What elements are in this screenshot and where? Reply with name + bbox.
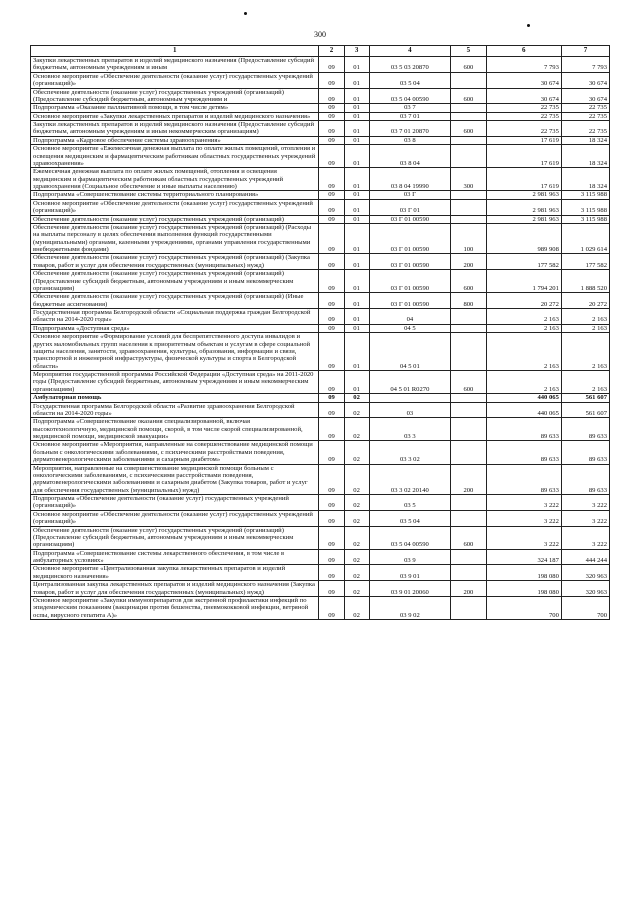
cell-name: Подпрограмма «Совершенствование системы лекарственного обеспечения, в том числе в амбулаторных условиях» <box>31 549 319 565</box>
scan-speck <box>527 24 530 27</box>
table-row <box>31 565 610 581</box>
cell-target-article <box>369 394 451 402</box>
cell-amount-year-1: 177 582 <box>486 254 561 270</box>
cell-section: 09 <box>319 254 344 270</box>
table-row <box>31 324 610 332</box>
cell-amount-year-2: 22 735 <box>561 121 609 137</box>
cell-expense-type: 100 <box>451 223 487 254</box>
cell-name: Основное мероприятие «Закупки лекарственных препаратов и изделий медицинского назначения» <box>31 112 319 120</box>
cell-subsection: 02 <box>344 464 369 495</box>
cell-name: Обеспечение деятельности (оказание услуг) государственных учреждений (организаций) <box>31 215 319 223</box>
cell-subsection: 01 <box>344 270 369 293</box>
cell-target-article: 03 5 04 <box>369 510 451 526</box>
table-row <box>31 121 610 137</box>
column-header: 4 <box>369 46 451 57</box>
cell-expense-type: 600 <box>451 88 487 104</box>
cell-subsection: 01 <box>344 309 369 325</box>
cell-target-article: 04 5 01 <box>369 333 451 371</box>
cell-section: 09 <box>319 565 344 581</box>
cell-section: 09 <box>319 510 344 526</box>
cell-target-article: 03 8 <box>369 136 451 144</box>
cell-amount-year-2: 89 633 <box>561 418 609 441</box>
table-row <box>31 223 610 254</box>
cell-section: 09 <box>319 581 344 597</box>
cell-subsection: 01 <box>344 136 369 144</box>
cell-amount-year-2: 18 324 <box>561 145 609 168</box>
column-header: 7 <box>561 46 609 57</box>
cell-section: 09 <box>319 88 344 104</box>
cell-expense-type <box>451 104 487 112</box>
cell-section: 09 <box>319 596 344 619</box>
cell-name: Ежемесячная денежная выплата по оплате жилых помещений, отопления и освещения медицинским и фармацевтическим работникам областных государственных учреждений здравоохранения (Социальное обеспечение и иные выплаты населению) <box>31 168 319 191</box>
cell-amount-year-1: 2 163 <box>486 309 561 325</box>
cell-section: 09 <box>319 402 344 418</box>
page-number: 300 <box>314 30 326 39</box>
cell-subsection: 02 <box>344 596 369 619</box>
cell-name: Подпрограмма «Кадровое обеспечение системы здравоохранения» <box>31 136 319 144</box>
table-row <box>31 72 610 88</box>
cell-expense-type: 600 <box>451 371 487 394</box>
cell-target-article: 03 5 <box>369 495 451 511</box>
cell-section: 09 <box>319 145 344 168</box>
table-row <box>31 510 610 526</box>
cell-amount-year-1: 324 187 <box>486 549 561 565</box>
table-row <box>31 526 610 549</box>
table-row <box>31 596 610 619</box>
table-row <box>31 88 610 104</box>
cell-expense-type: 800 <box>451 293 487 309</box>
cell-target-article: 03 5 04 <box>369 72 451 88</box>
cell-subsection: 02 <box>344 394 369 402</box>
cell-subsection: 02 <box>344 565 369 581</box>
cell-subsection: 01 <box>344 199 369 215</box>
budget-table <box>30 45 610 620</box>
cell-section: 09 <box>319 495 344 511</box>
table-body <box>31 57 610 620</box>
cell-name: Мероприятия, направленные на совершенствование медицинской помощи больным с онкологическими заболеваниями, с психическими расстройствами поведения, дерматовенерологическими заболеваниями и сахарным диабетом (Закупка товаров, работ и услуг для обеспечения государственных (муниципальных) нужд) <box>31 464 319 495</box>
table-row <box>31 581 610 597</box>
scan-speck <box>244 12 247 15</box>
cell-target-article: 03 7 <box>369 104 451 112</box>
cell-target-article: 03 5 04 00590 <box>369 88 451 104</box>
table-row <box>31 112 610 120</box>
cell-target-article: 03 7 01 20870 <box>369 121 451 137</box>
cell-target-article: 03 7 01 <box>369 112 451 120</box>
cell-name: Закупки лекарственных препаратов и изделий медицинского назначения (Предоставление субсидий бюджетным, автономным учреждениям и иным некоммерческим организациям) <box>31 121 319 137</box>
cell-expense-type <box>451 324 487 332</box>
cell-subsection: 01 <box>344 168 369 191</box>
cell-target-article: 03 <box>369 402 451 418</box>
cell-amount-year-1: 22 735 <box>486 121 561 137</box>
cell-name: Мероприятия государственной программы Российской Федерации «Доступная среда» на 2011-2020 годы (Предоставление субсидий бюджетным, автономным учреждениям и иным некоммерческим организациям) <box>31 371 319 394</box>
cell-amount-year-2: 561 607 <box>561 394 609 402</box>
cell-expense-type: 200 <box>451 464 487 495</box>
cell-amount-year-1: 89 633 <box>486 464 561 495</box>
cell-expense-type <box>451 145 487 168</box>
cell-amount-year-1: 2 163 <box>486 371 561 394</box>
cell-amount-year-2: 700 <box>561 596 609 619</box>
cell-expense-type <box>451 136 487 144</box>
cell-expense-type: 600 <box>451 57 487 73</box>
cell-target-article: 04 5 01 R0270 <box>369 371 451 394</box>
cell-target-article: 03 3 02 20140 <box>369 464 451 495</box>
table-row <box>31 293 610 309</box>
cell-target-article: 03 Г 01 00590 <box>369 215 451 223</box>
cell-amount-year-1: 3 222 <box>486 526 561 549</box>
table-row <box>31 270 610 293</box>
cell-name: Обеспечение деятельности (оказание услуг) государственных учреждений (организаций) (Расходы на выплаты персоналу в целях обеспечения выполнения функций государственными (муниципальными) органами, казенными учреждениями, органами управления государственными внебюджетными фондами) <box>31 223 319 254</box>
table-row <box>31 333 610 371</box>
cell-name: Обеспечение деятельности (оказание услуг) государственных учреждений (организаций) (Предоставление субсидий бюджетным, автономным учреждениям и иным некоммерческим организациям) <box>31 270 319 293</box>
cell-subsection: 02 <box>344 526 369 549</box>
cell-expense-type <box>451 441 487 464</box>
cell-expense-type <box>451 112 487 120</box>
cell-expense-type <box>451 402 487 418</box>
table-row <box>31 464 610 495</box>
cell-amount-year-2: 22 735 <box>561 104 609 112</box>
cell-name: Обеспечение деятельности (оказание услуг) государственных учреждений (организаций) (Предоставление субсидий бюджетным, автономным учреждениям и <box>31 88 319 104</box>
cell-subsection: 01 <box>344 145 369 168</box>
cell-section: 09 <box>319 57 344 73</box>
cell-expense-type: 300 <box>451 168 487 191</box>
column-header: 2 <box>319 46 344 57</box>
cell-expense-type: 600 <box>451 526 487 549</box>
cell-section: 09 <box>319 464 344 495</box>
cell-expense-type: 600 <box>451 270 487 293</box>
cell-name: Подпрограмма «Совершенствование оказания специализированной, включая высокотехнологичную, медицинской помощи, скорой, в том числе скорой специализированной, медицинской помощи, медицинской эвакуации» <box>31 418 319 441</box>
cell-subsection: 01 <box>344 57 369 73</box>
cell-expense-type <box>451 215 487 223</box>
cell-expense-type <box>451 549 487 565</box>
cell-target-article: 03 Г <box>369 191 451 199</box>
cell-target-article: 03 Г 01 00590 <box>369 270 451 293</box>
cell-subsection: 01 <box>344 293 369 309</box>
cell-expense-type: 600 <box>451 121 487 137</box>
cell-amount-year-2: 320 963 <box>561 565 609 581</box>
cell-expense-type <box>451 309 487 325</box>
cell-amount-year-1: 22 735 <box>486 112 561 120</box>
cell-subsection: 01 <box>344 223 369 254</box>
column-header: 5 <box>451 46 487 57</box>
cell-amount-year-1: 17 619 <box>486 145 561 168</box>
cell-amount-year-2: 89 633 <box>561 441 609 464</box>
cell-amount-year-1: 2 981 963 <box>486 199 561 215</box>
cell-name: Централизованная закупка лекарственных препаратов и изделий медицинского назначения (Закупка товаров, работ и услуг для обеспечения государственных (муниципальных) нужд) <box>31 581 319 597</box>
cell-target-article: 03 8 04 <box>369 145 451 168</box>
cell-target-article: 03 8 04 19990 <box>369 168 451 191</box>
cell-amount-year-1: 1 794 201 <box>486 270 561 293</box>
table-row <box>31 394 610 402</box>
cell-section: 09 <box>319 418 344 441</box>
cell-amount-year-2: 3 222 <box>561 510 609 526</box>
cell-subsection: 02 <box>344 402 369 418</box>
cell-name: Основное мероприятие «Закупки иммунопрепаратов для экстренной профилактики инфекций по эпидемическим показаниям (вакцинация против бешенства, пневмококковой инфекции, ветряной оспы, вирусного гепатита А)» <box>31 596 319 619</box>
cell-name: Подпрограмма «Оказание паллиативной помощи, в том числе детям» <box>31 104 319 112</box>
cell-amount-year-1: 2 981 963 <box>486 215 561 223</box>
cell-target-article: 03 Г 01 00590 <box>369 223 451 254</box>
cell-name: Основное мероприятие «Обеспечение деятельности (оказание услуг) государственных учреждений (организаций)» <box>31 510 319 526</box>
cell-amount-year-2: 22 735 <box>561 112 609 120</box>
column-header: 1 <box>31 46 319 57</box>
cell-target-article: 04 5 <box>369 324 451 332</box>
cell-subsection: 02 <box>344 418 369 441</box>
cell-section: 09 <box>319 526 344 549</box>
cell-subsection: 01 <box>344 121 369 137</box>
cell-amount-year-2: 3 222 <box>561 526 609 549</box>
cell-amount-year-2: 1 888 520 <box>561 270 609 293</box>
cell-amount-year-1: 198 080 <box>486 565 561 581</box>
cell-expense-type <box>451 596 487 619</box>
table-row <box>31 441 610 464</box>
cell-amount-year-1: 2 163 <box>486 324 561 332</box>
table-row <box>31 495 610 511</box>
cell-name: Основное мероприятие «Обеспечение деятельности (оказание услуг) государственных учреждений (организаций)» <box>31 72 319 88</box>
cell-target-article: 03 5 04 00590 <box>369 526 451 549</box>
cell-amount-year-2: 561 607 <box>561 402 609 418</box>
cell-amount-year-2: 30 674 <box>561 72 609 88</box>
cell-expense-type <box>451 510 487 526</box>
cell-amount-year-1: 2 981 963 <box>486 191 561 199</box>
cell-amount-year-2: 320 963 <box>561 581 609 597</box>
cell-name: Основное мероприятие «Формирование условий для беспрепятственного доступа инвалидов и других маломобильных групп населения к приоритетным объектам и услугам в сфере социальной защиты населения, занятости, здравоохранения, культуры, образования, информации и связи, транспортной и инженерной инфраструктуры, физической культуры и спорта в Белгородской области» <box>31 333 319 371</box>
cell-amount-year-2: 444 244 <box>561 549 609 565</box>
cell-subsection: 01 <box>344 72 369 88</box>
cell-name: Основное мероприятие «Ежемесячная денежная выплата по оплате жилых помещений, отопления и освещения медицинским и фармацевтическим работникам областных государственных учреждений здравоохранения» <box>31 145 319 168</box>
cell-amount-year-2: 89 633 <box>561 464 609 495</box>
cell-name: Закупки лекарственных препаратов и изделий медицинского назначения (Предоставление субсидий бюджетным, автономным учреждениям и иным <box>31 57 319 73</box>
cell-amount-year-2: 30 674 <box>561 88 609 104</box>
cell-amount-year-2: 2 163 <box>561 371 609 394</box>
cell-target-article: 03 3 02 <box>369 441 451 464</box>
cell-amount-year-1: 700 <box>486 596 561 619</box>
cell-subsection: 01 <box>344 333 369 371</box>
cell-section: 09 <box>319 324 344 332</box>
cell-amount-year-1: 30 674 <box>486 72 561 88</box>
cell-subsection: 01 <box>344 104 369 112</box>
cell-target-article: 03 9 <box>369 549 451 565</box>
cell-subsection: 01 <box>344 324 369 332</box>
table-row <box>31 199 610 215</box>
cell-target-article: 03 Г 01 00590 <box>369 254 451 270</box>
cell-target-article: 03 9 01 <box>369 565 451 581</box>
cell-amount-year-1: 89 633 <box>486 441 561 464</box>
cell-name: Основное мероприятие «Мероприятия, направленные на совершенствование медицинской помощи больным с онкологическими заболеваниями, с психическими расстройствами поведения, дерматовенерологическими заболеваниями и сахарным диабетом» <box>31 441 319 464</box>
cell-amount-year-2: 2 163 <box>561 324 609 332</box>
cell-subsection: 01 <box>344 254 369 270</box>
cell-section: 09 <box>319 121 344 137</box>
cell-subsection: 02 <box>344 510 369 526</box>
cell-name: Подпрограмма «Доступная среда» <box>31 324 319 332</box>
cell-amount-year-2: 2 163 <box>561 309 609 325</box>
cell-section: 09 <box>319 309 344 325</box>
table-header-row <box>31 46 610 57</box>
cell-amount-year-1: 440 065 <box>486 394 561 402</box>
cell-expense-type: 200 <box>451 254 487 270</box>
cell-amount-year-2: 177 582 <box>561 254 609 270</box>
column-header: 6 <box>486 46 561 57</box>
cell-subsection: 01 <box>344 371 369 394</box>
cell-name: Подпрограмма «Совершенствование системы территориального планирования» <box>31 191 319 199</box>
cell-section: 09 <box>319 549 344 565</box>
cell-amount-year-1: 198 080 <box>486 581 561 597</box>
cell-name: Государственная программа Белгородской области «Социальная поддержка граждан Белгородской области на 2014-2020 годы» <box>31 309 319 325</box>
cell-amount-year-2: 3 115 988 <box>561 191 609 199</box>
cell-amount-year-2: 3 115 988 <box>561 215 609 223</box>
cell-section: 09 <box>319 215 344 223</box>
cell-subsection: 01 <box>344 191 369 199</box>
cell-section: 09 <box>319 333 344 371</box>
cell-expense-type <box>451 565 487 581</box>
cell-name: Амбулаторная помощь <box>31 394 319 402</box>
cell-section: 09 <box>319 394 344 402</box>
cell-amount-year-1: 17 619 <box>486 168 561 191</box>
cell-target-article: 03 9 02 <box>369 596 451 619</box>
cell-amount-year-1: 3 222 <box>486 495 561 511</box>
cell-amount-year-2: 7 793 <box>561 57 609 73</box>
cell-amount-year-1: 30 674 <box>486 88 561 104</box>
cell-amount-year-1: 7 793 <box>486 57 561 73</box>
cell-expense-type <box>451 495 487 511</box>
cell-section: 09 <box>319 293 344 309</box>
cell-subsection: 02 <box>344 549 369 565</box>
cell-subsection: 02 <box>344 495 369 511</box>
table-row <box>31 418 610 441</box>
cell-section: 09 <box>319 104 344 112</box>
cell-section: 09 <box>319 223 344 254</box>
cell-amount-year-2: 18 324 <box>561 136 609 144</box>
cell-section: 09 <box>319 199 344 215</box>
cell-section: 09 <box>319 441 344 464</box>
cell-target-article: 03 Г 01 00590 <box>369 293 451 309</box>
cell-section: 09 <box>319 270 344 293</box>
table-row <box>31 57 610 73</box>
cell-subsection: 02 <box>344 581 369 597</box>
cell-target-article: 04 <box>369 309 451 325</box>
cell-subsection: 02 <box>344 441 369 464</box>
cell-expense-type <box>451 418 487 441</box>
table-row <box>31 309 610 325</box>
table-row <box>31 371 610 394</box>
table-row <box>31 145 610 168</box>
table-row <box>31 402 610 418</box>
cell-target-article: 03 3 <box>369 418 451 441</box>
cell-amount-year-1: 22 735 <box>486 104 561 112</box>
cell-amount-year-2: 1 029 614 <box>561 223 609 254</box>
cell-amount-year-2: 20 272 <box>561 293 609 309</box>
cell-name: Основное мероприятие «Обеспечение деятельности (оказание услуг) государственных учреждений (организаций)» <box>31 199 319 215</box>
cell-section: 09 <box>319 371 344 394</box>
cell-amount-year-2: 18 324 <box>561 168 609 191</box>
cell-amount-year-1: 17 619 <box>486 136 561 144</box>
cell-name: Обеспечение деятельности (оказание услуг) государственных учреждений (организаций) (Закупка товаров, работ и услуг для обеспечения государственных (муниципальных) нужд) <box>31 254 319 270</box>
cell-section: 09 <box>319 112 344 120</box>
cell-amount-year-1: 89 633 <box>486 418 561 441</box>
table-row <box>31 104 610 112</box>
cell-target-article: 03 9 01 20060 <box>369 581 451 597</box>
cell-section: 09 <box>319 136 344 144</box>
cell-amount-year-1: 20 272 <box>486 293 561 309</box>
cell-expense-type <box>451 191 487 199</box>
cell-subsection: 01 <box>344 88 369 104</box>
cell-expense-type <box>451 333 487 371</box>
table-row <box>31 136 610 144</box>
column-header: 3 <box>344 46 369 57</box>
cell-expense-type <box>451 394 487 402</box>
cell-amount-year-2: 2 163 <box>561 333 609 371</box>
cell-amount-year-1: 440 065 <box>486 402 561 418</box>
cell-expense-type: 200 <box>451 581 487 597</box>
cell-target-article: 03 5 03 20870 <box>369 57 451 73</box>
table-row <box>31 215 610 223</box>
cell-name: Подпрограмма «Обеспечение деятельности (оказание услуг) государственных учреждений (организаций)» <box>31 495 319 511</box>
cell-amount-year-1: 989 908 <box>486 223 561 254</box>
cell-expense-type <box>451 199 487 215</box>
cell-name: Обеспечение деятельности (оказание услуг) государственных учреждений (организаций) (Иные бюджетные ассигнования) <box>31 293 319 309</box>
table-row <box>31 549 610 565</box>
cell-section: 09 <box>319 168 344 191</box>
cell-name: Обеспечение деятельности (оказание услуг) государственных учреждений (организаций) (Предоставление субсидий бюджетным, автономным учреждениям и иным некоммерческим организациям) <box>31 526 319 549</box>
table-row <box>31 191 610 199</box>
cell-name: Основное мероприятие «Централизованная закупка лекарственных препаратов и изделий медицинского назначения» <box>31 565 319 581</box>
table-row <box>31 168 610 191</box>
cell-amount-year-2: 3 222 <box>561 495 609 511</box>
cell-amount-year-1: 3 222 <box>486 510 561 526</box>
cell-amount-year-2: 3 115 988 <box>561 199 609 215</box>
cell-target-article: 03 Г 01 <box>369 199 451 215</box>
cell-amount-year-1: 2 163 <box>486 333 561 371</box>
cell-section: 09 <box>319 191 344 199</box>
table-row <box>31 254 610 270</box>
cell-expense-type <box>451 72 487 88</box>
cell-subsection: 01 <box>344 112 369 120</box>
cell-subsection: 01 <box>344 215 369 223</box>
cell-name: Государственная программа Белгородской области «Развитие здравоохранения Белгородской области на 2014-2020 годы» <box>31 402 319 418</box>
cell-section: 09 <box>319 72 344 88</box>
